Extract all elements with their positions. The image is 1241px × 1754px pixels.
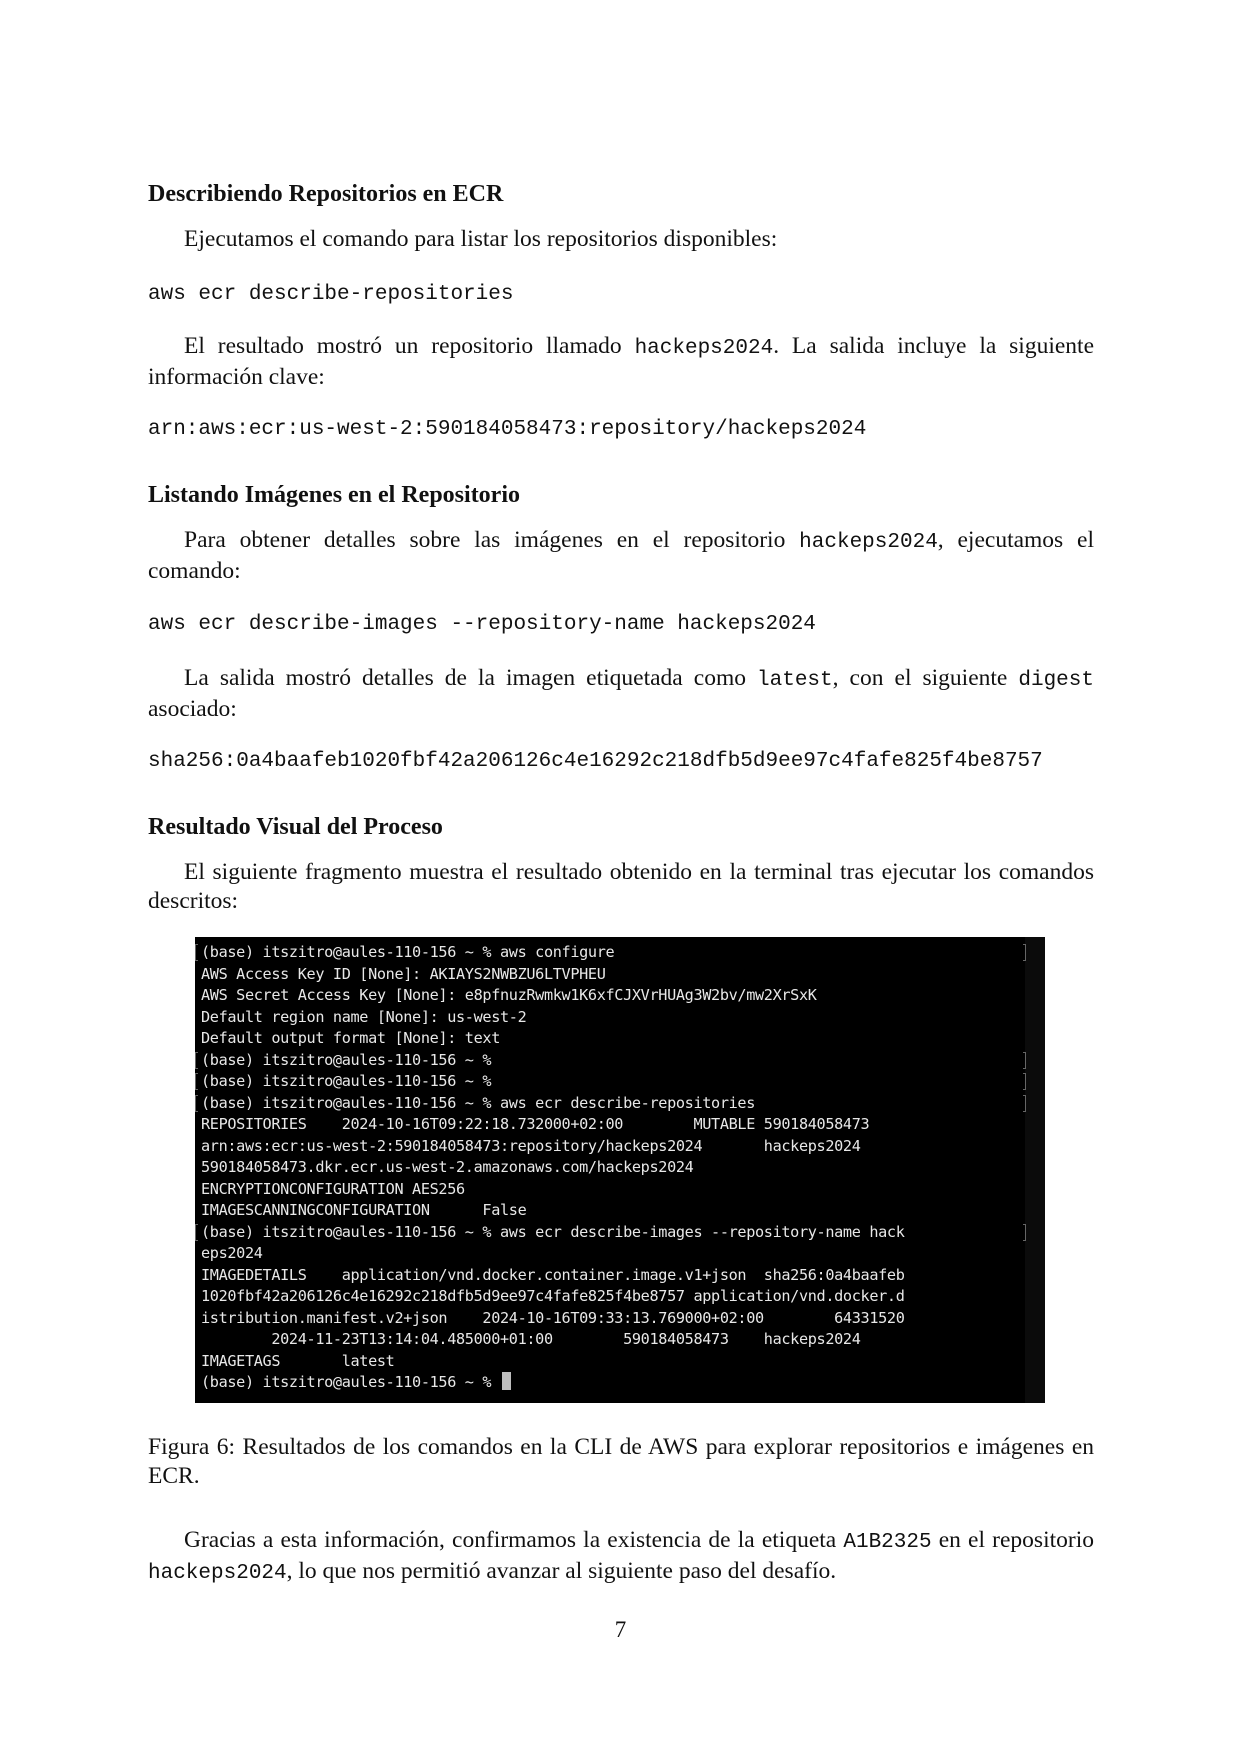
paragraph-visual-intro: El siguiente fragmento muestra el resultado obtenido en la terminal tras ejecutar los comandos descritos: — [148, 859, 1094, 914]
terminal-output — [201, 942, 1045, 1394]
terminal-line-text: IMAGESCANNINGCONFIGURATION False — [201, 1201, 527, 1219]
terminal-line — [201, 1308, 1045, 1330]
terminal-line — [201, 1329, 1045, 1351]
section-heading-describing-repositories: Describiendo Repositorios en ECR — [148, 181, 504, 207]
text: Para obtener detalles sobre las imágenes en el repositorio — [184, 527, 800, 553]
code-describe-repositories: aws ecr describe-repositories — [148, 283, 514, 306]
bracket-mark-right — [1023, 944, 1026, 961]
terminal-line — [201, 1243, 1045, 1265]
terminal-line-text: 590184058473.dkr.ecr.us-west-2.amazonaws.com/hackeps2024 — [201, 1158, 694, 1176]
inline-code-latest: latest — [757, 669, 833, 692]
terminal-line-text: ENCRYPTIONCONFIGURATION AES256 — [201, 1179, 465, 1198]
section-heading-listing-images: Listando Imágenes en el Repositorio — [148, 482, 520, 508]
bracket-mark-left — [195, 1073, 198, 1090]
terminal-line-text: (base) itszitro@aules-110-156 ~ % — [201, 1072, 492, 1090]
terminal-line — [201, 1286, 1045, 1308]
paragraph-images-result — [148, 664, 1094, 724]
terminal-line-text: istribution.manifest.v2+json 2024-10-16T09:33:13.769000+02:00 64331520 — [201, 1308, 905, 1327]
bracket-mark-right — [1023, 1224, 1026, 1241]
bracket-mark-left — [195, 1224, 198, 1241]
text: en el repositorio — [931, 1527, 1094, 1553]
paragraph-repository-result — [148, 332, 1094, 392]
inline-code-digest: digest — [1018, 669, 1094, 692]
terminal-line — [201, 1372, 1045, 1394]
inline-code-repo-name: hackeps2024 — [634, 337, 774, 360]
paragraph-images-intro — [148, 526, 1094, 586]
text: El resultado mostró un repositorio llamado — [184, 333, 635, 359]
text: Gracias a esta información, confirmamos la existencia de la etiqueta — [184, 1527, 844, 1553]
terminal-line-text: 2024-11-23T13:14:04.485000+01:00 590184058473 hackeps2024 — [201, 1330, 861, 1348]
terminal-line — [201, 1179, 1045, 1201]
terminal-line-text: AWS Secret Access Key [None]: e8pfnuzRwmkw1K6xfCJXVrHUAg3W2bv/mw2XrSxK — [201, 986, 817, 1004]
terminal-line-text: 1020fbf42a206126c4e16292c218dfb5d9ee97c4fafe825f4be8757 application/vnd.docker.d — [201, 1287, 905, 1305]
terminal-line-text: Default region name [None]: us-west-2 — [201, 1007, 527, 1026]
terminal-line — [201, 1222, 1045, 1244]
terminal-line — [201, 1114, 1045, 1136]
terminal-line — [201, 1050, 1045, 1072]
terminal-line-text: (base) itszitro@aules-110-156 ~ % aws configure — [201, 943, 615, 961]
terminal-line — [201, 942, 1045, 964]
terminal-line — [201, 1200, 1045, 1222]
terminal-cursor — [502, 1372, 511, 1390]
bracket-mark-right — [1023, 1073, 1026, 1090]
bracket-mark-left — [195, 1052, 198, 1069]
terminal-line — [201, 1265, 1045, 1287]
terminal-line-text: IMAGEDETAILS application/vnd.docker.container.image.v1+json sha256:0a4baafeb — [201, 1265, 905, 1284]
page-number: 7 — [614, 1617, 627, 1642]
text: . La salida incluye la siguiente información clave: — [148, 333, 1094, 390]
bracket-mark-right — [1023, 1052, 1026, 1069]
terminal-line — [201, 1007, 1045, 1029]
terminal-line-text: (base) itszitro@aules-110-156 ~ % — [201, 1373, 500, 1391]
terminal-screenshot — [195, 937, 1045, 1403]
terminal-line — [201, 985, 1045, 1007]
terminal-line-text: Default output format [None]: text — [201, 1029, 500, 1047]
terminal-line-text: (base) itszitro@aules-110-156 ~ % — [201, 1050, 492, 1069]
terminal-line — [201, 1136, 1045, 1158]
paragraph-list-repositories: Ejecutamos el comando para listar los repositorios disponibles: — [184, 226, 778, 252]
text: , con el siguiente — [832, 665, 1019, 691]
paragraph-conclusion — [148, 1526, 1094, 1588]
code-repository-arn: arn:aws:ecr:us-west-2:590184058473:repository/hackeps2024 — [148, 418, 867, 441]
terminal-line-text: REPOSITORIES 2024-10-16T09:22:18.732000+02:00 MUTABLE 590184058473 — [201, 1115, 870, 1133]
terminal-line — [201, 1351, 1045, 1373]
terminal-line-text: arn:aws:ecr:us-west-2:590184058473:repository/hackeps2024 hackeps2024 — [201, 1136, 861, 1155]
inline-code-tag: A1B2325 — [843, 1531, 932, 1554]
code-describe-images: aws ecr describe-images --repository-name hackeps2024 — [148, 613, 816, 636]
terminal-line-text: (base) itszitro@aules-110-156 ~ % aws ecr describe-images --repository-name hack — [201, 1222, 905, 1241]
terminal-line — [201, 1093, 1045, 1115]
text: asociado: — [148, 696, 237, 722]
figure-caption: Figura 6: Resultados de los comandos en la CLI de AWS para explorar repositorios e imágenes en ECR. — [148, 1434, 1094, 1489]
terminal-line-text: eps2024 — [201, 1244, 263, 1262]
bracket-mark-right — [1023, 1095, 1026, 1112]
text: , lo que nos permitió avanzar al siguiente paso del desafío. — [286, 1558, 837, 1584]
bracket-mark-left — [195, 1095, 198, 1112]
inline-code-repo-name: hackeps2024 — [148, 1562, 287, 1585]
terminal-line-text: (base) itszitro@aules-110-156 ~ % aws ecr describe-repositories — [201, 1093, 756, 1112]
terminal-line — [201, 1157, 1045, 1179]
terminal-line-text: IMAGETAGS latest — [201, 1351, 395, 1370]
bracket-mark-left — [195, 944, 198, 961]
code-image-digest: sha256:0a4baafeb1020fbf42a206126c4e16292c218dfb5d9ee97c4fafe825f4be8757 — [148, 750, 1043, 773]
terminal-line — [201, 1071, 1045, 1093]
terminal-line-text: AWS Access Key ID [None]: AKIAYS2NWBZU6LTVPHEU — [201, 964, 606, 983]
terminal-line — [201, 964, 1045, 986]
text: , ejecutamos el comando: — [148, 527, 1094, 584]
terminal-line — [201, 1028, 1045, 1050]
text: La salida mostró detalles de la imagen etiquetada como — [184, 665, 758, 691]
inline-code-repo-name: hackeps2024 — [799, 531, 938, 554]
section-heading-visual-result: Resultado Visual del Proceso — [148, 814, 443, 840]
